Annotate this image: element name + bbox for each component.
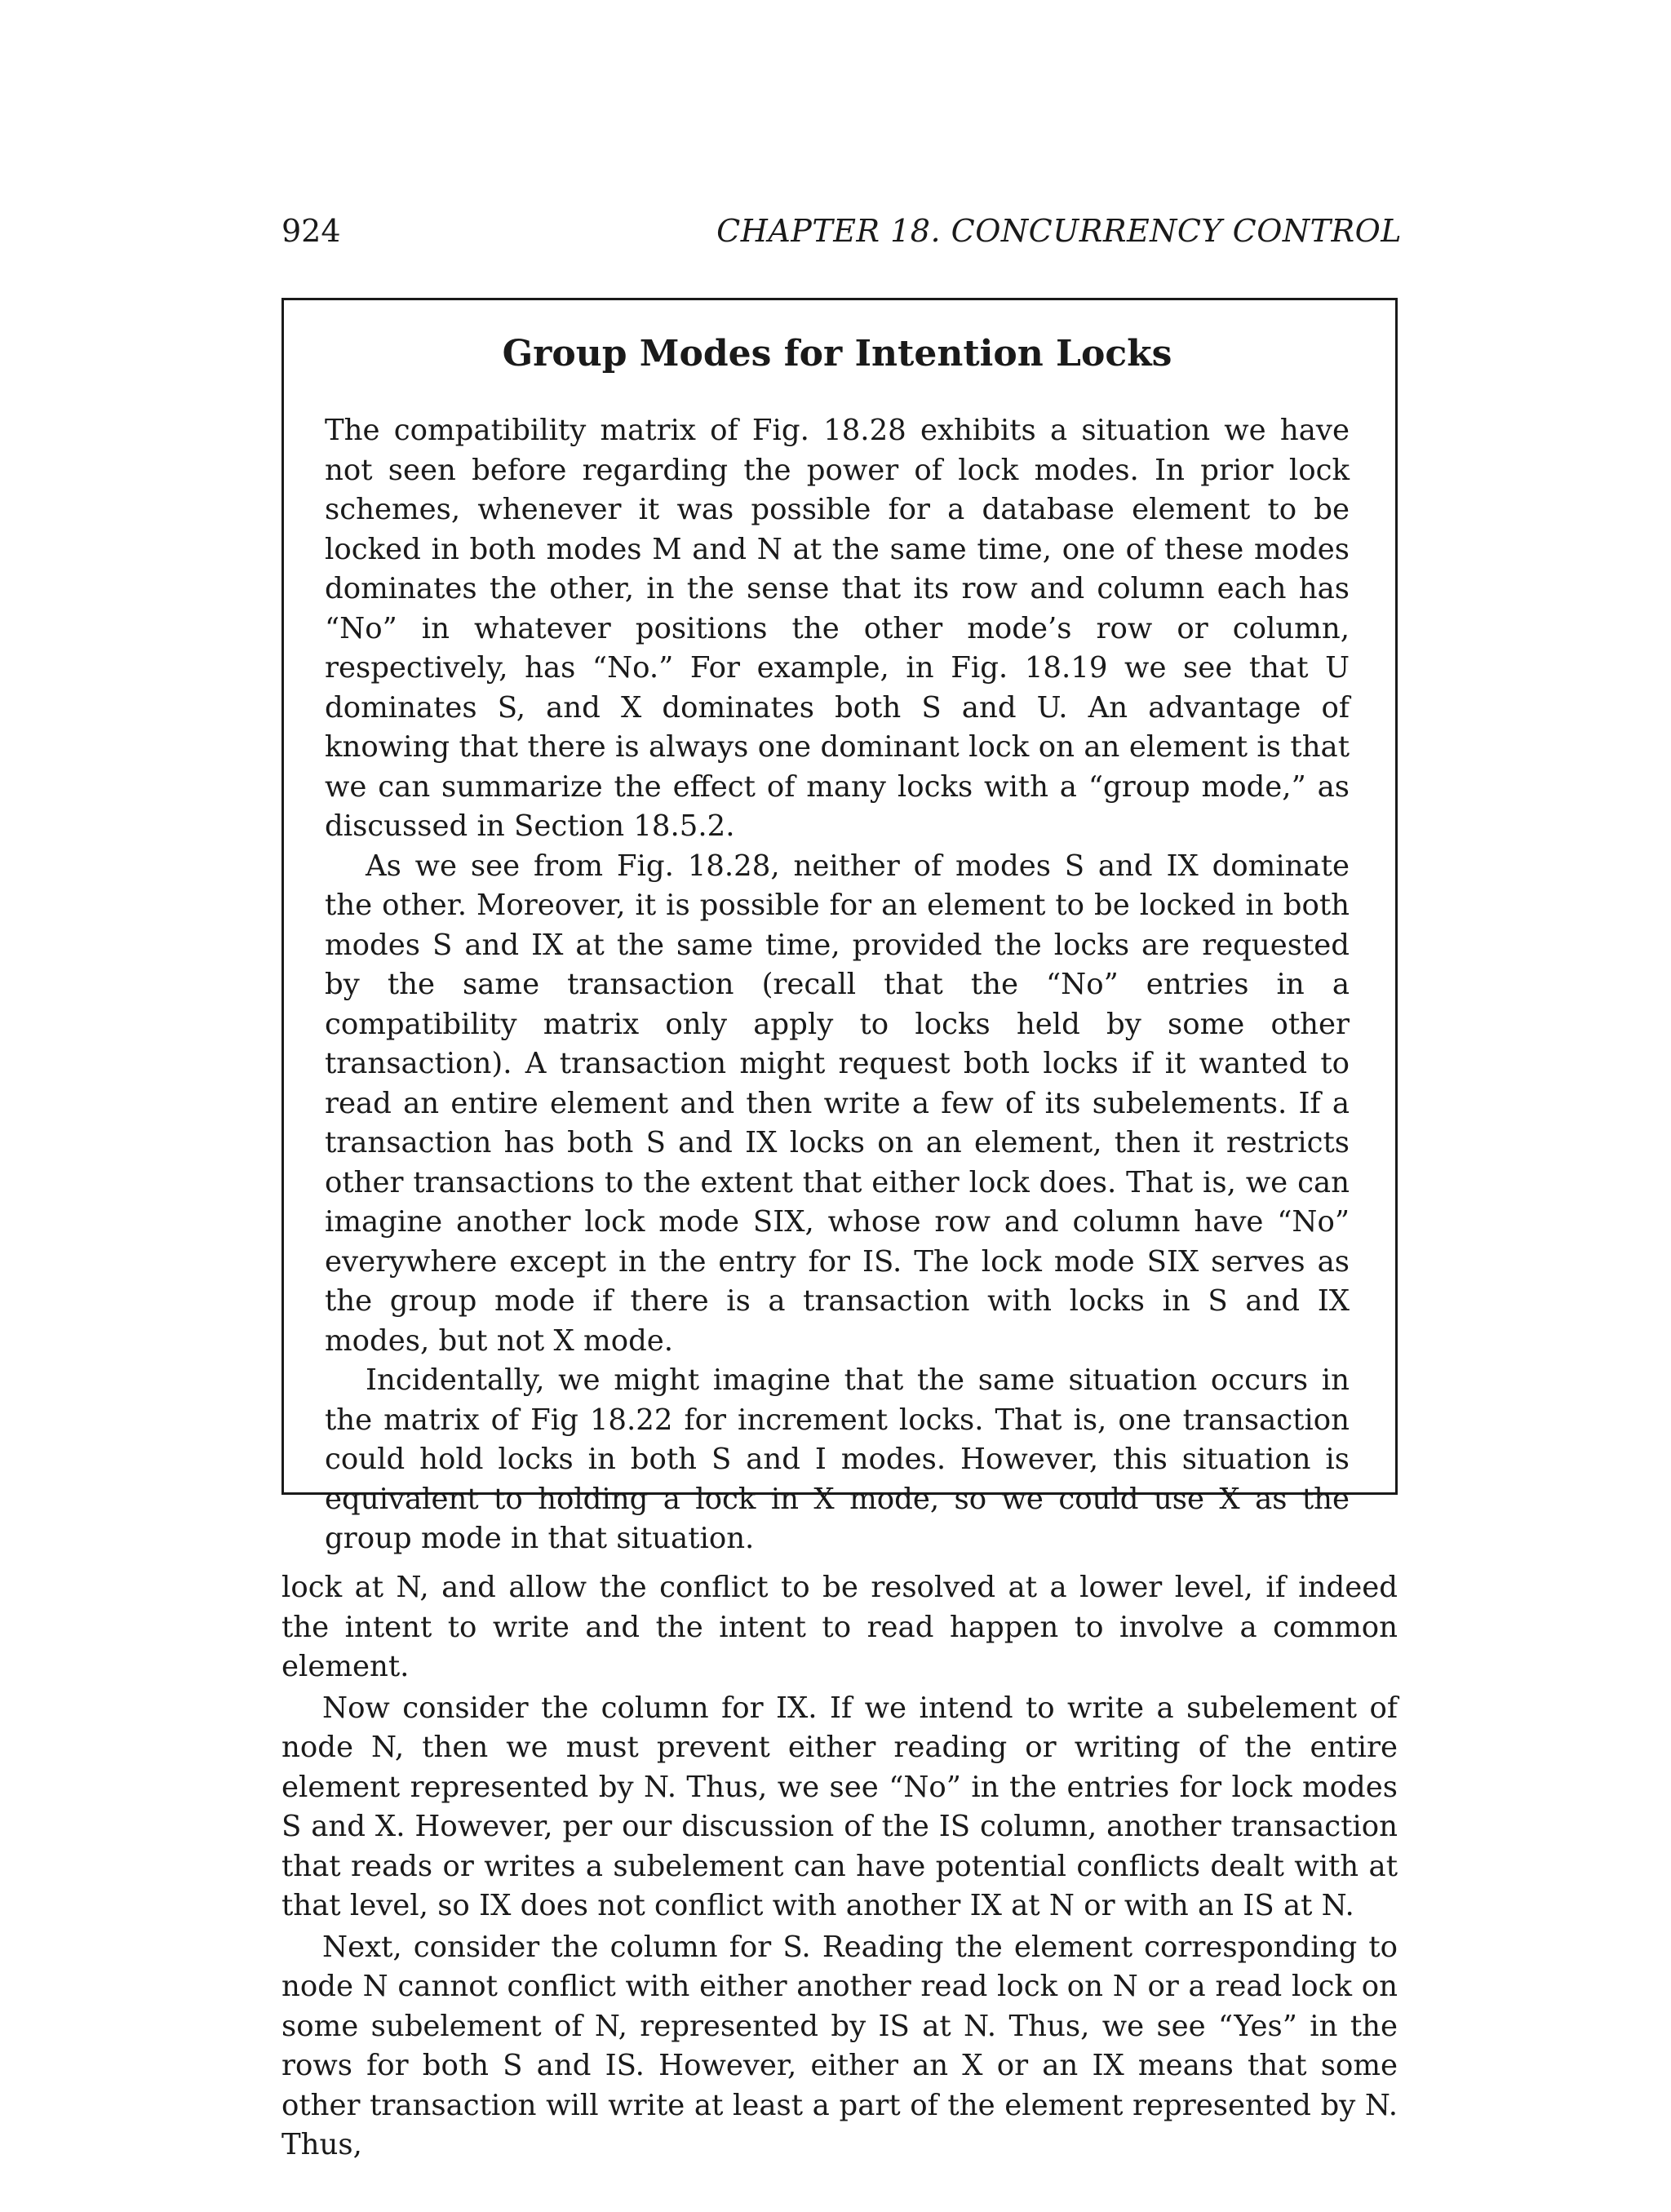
body-paragraph: Next, consider the column for S. Reading the element corresponding to node N cannot conflict with either another read lock on N or a read lock on some subelement of N, represented by IS at N. Thus, we see “Yes” in the rows for both S and IS. However, either an X or an IX means that some other transaction will write at least a part of the element represented by N. Thus, xyxy=(281,1930,1398,2161)
sidebar-paragraph: Incidentally, we might imagine that the same situation occurs in the matrix of Fig 18.22 for increment locks. That is, one transaction could hold locks in both S and I modes. However, this situation is equivalent to holding a lock in X mode, so we could use X as the group mode in that situation. xyxy=(325,1363,1350,1555)
sidebar-box xyxy=(281,298,1398,1555)
sidebar-title: Group Modes for Intention Locks xyxy=(502,333,1172,375)
body-text xyxy=(281,1568,1398,2167)
body-paragraph: Now consider the column for IX. If we intend to write a subelement of node N, then we must prevent either reading or writing of the entire element represented by N. Thus, we see “No” in the entries for lock modes S and X. However, per our discussion of the IS column, another transaction that reads or writes a subelement can have potential conflicts dealt with at that level, so IX does not conflict with another IX at N or with an IS at N. xyxy=(281,1691,1398,1922)
body-paragraph: lock at N, and allow the conflict to be resolved at a lower level, if indeed the intent to write and the intent to read happen to involve a common element. xyxy=(281,1571,1398,1683)
page-number: 924 xyxy=(281,213,341,249)
sidebar-paragraph: As we see from Fig. 18.28, neither of modes S and IX dominate the other. Moreover, it is possible for an element to be locked in both modes S and IX at the same time, provided the locks are requested by the same transaction (recall that the “No” entries in a compatibility matrix only apply to locks held by some other transaction). A transaction might request both locks if it wanted to read an entire element and then write a few of its subelements. If a transaction has both S and IX locks on an element, then it restricts other transactions to the extent that either lock does. That is, we can imagine another lock mode SIX, whose row and column have “No” everywhere except in the entry for IS. The lock mode SIX serves as the group mode if there is a transaction with locks in S and IX modes, but not X mode. xyxy=(325,849,1350,1358)
chapter-title: CHAPTER 18. CONCURRENCY CONTROL xyxy=(716,213,1402,249)
sidebar-paragraph: The compatibility matrix of Fig. 18.28 exhibits a situation we have not seen before regarding the power of lock modes. In prior lock schemes, whenever it was possible for a database element to be locked in both modes M and N at the same time, one of these modes dominates the other, in the sense that its row and column each has “No” in whatever positions the other mode’s row or column, respectively, has “No.” For example, in Fig. 18.19 we see that U dominates S, and X dominates both S and U. An advantage of knowing that there is always one dominant lock on an element is that we can summarize the effect of many locks with a “group mode,” as discussed in Section 18.5.2. xyxy=(325,414,1350,843)
running-head xyxy=(281,211,1402,251)
